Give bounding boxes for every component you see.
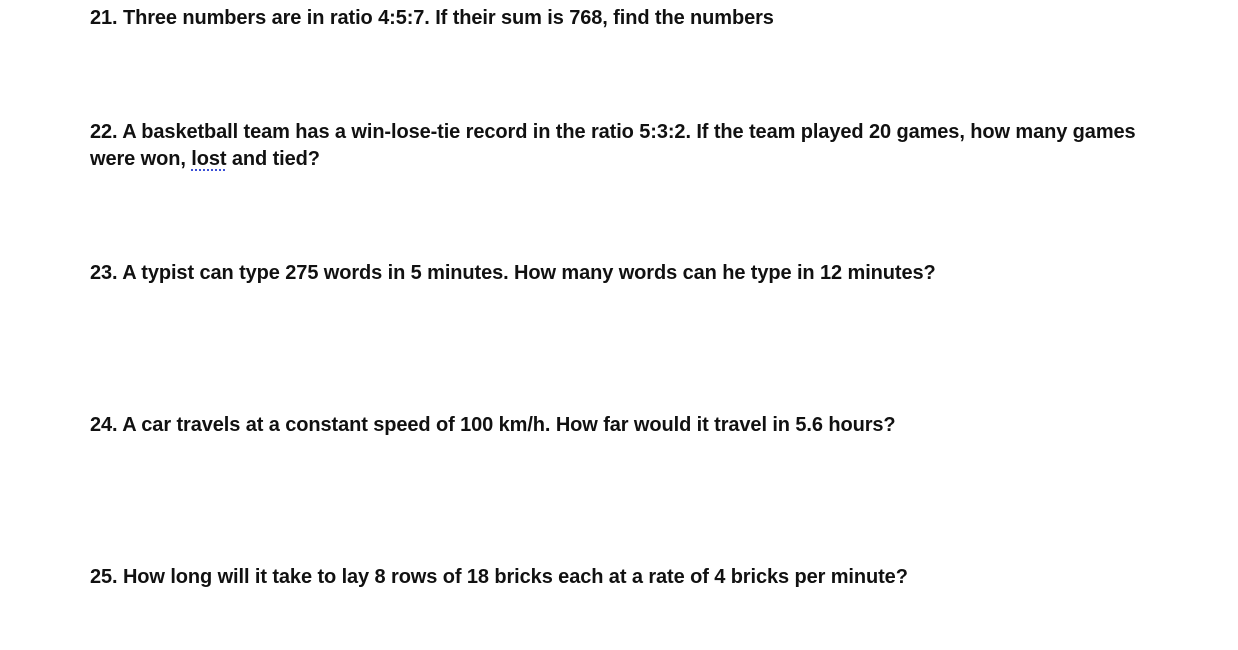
question-24: 24. A car travels at a constant speed of 100 km/h. How far would it travel in 5.6 hours? (90, 414, 896, 436)
spellcheck-marked-word: lost (191, 148, 227, 170)
question-22-text-end: and tied? (226, 148, 320, 170)
question-22-text-start: 22. A basketball team has a win-lose-tie record in the ratio 5:3:2. If the team played 20 games, how many games were won, (90, 121, 1136, 170)
question-25: 25. How long will it take to lay 8 rows of 18 bricks each at a rate of 4 bricks per minute? (90, 566, 908, 588)
question-22 (90, 119, 1165, 173)
question-21: 21. Three numbers are in ratio 4:5:7. If their sum is 768, find the numbers (90, 7, 774, 29)
question-23: 23. A typist can type 275 words in 5 minutes. How many words can he type in 12 minutes? (90, 262, 936, 284)
